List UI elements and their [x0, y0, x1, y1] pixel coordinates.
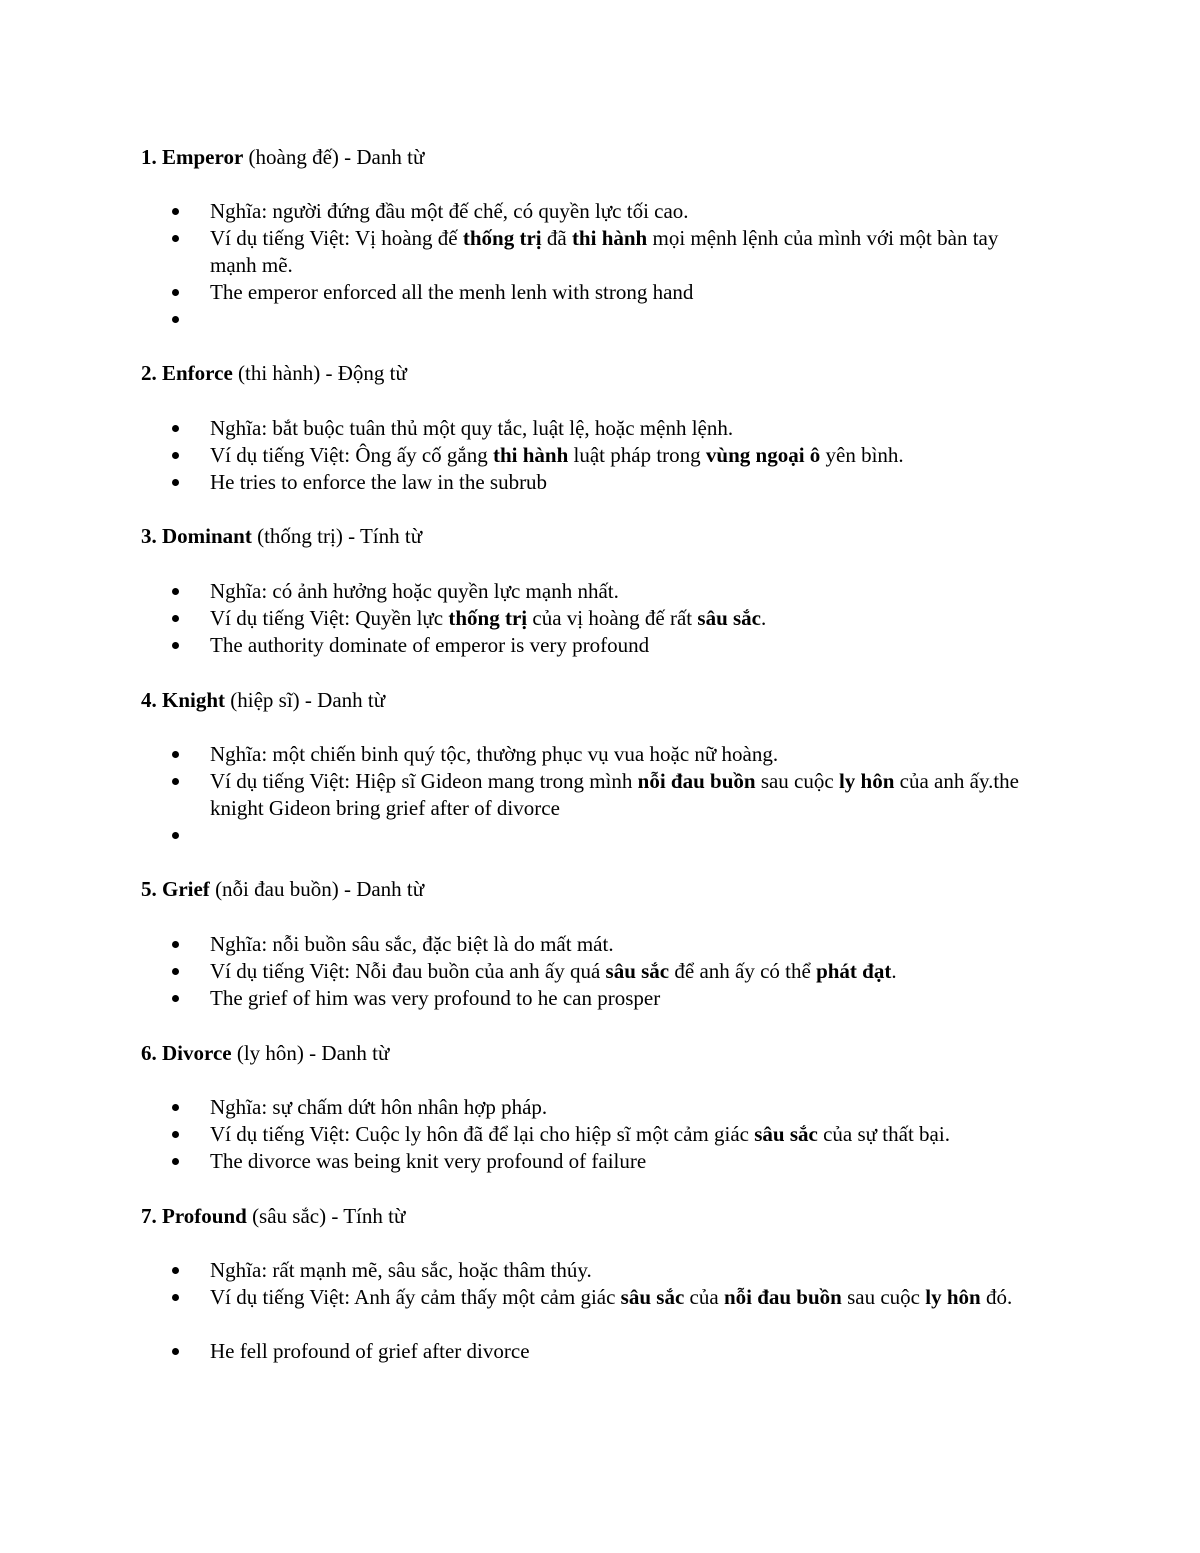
text-run: Ví dụ tiếng Việt: Cuộc ly hôn đã để lại cho hiệp sĩ một cảm giác: [210, 1122, 755, 1146]
bullet-icon: [172, 208, 179, 215]
text-run: của vị hoàng đế rất: [527, 606, 698, 630]
bullet-icon: [172, 425, 179, 432]
entry-number: 6.: [141, 1041, 157, 1065]
bullet-icon: [172, 751, 179, 758]
bold-run: ly hôn: [838, 769, 895, 793]
bold-run: nỗi đau buồn: [723, 1285, 842, 1309]
entry-term: Divorce: [162, 1041, 232, 1065]
bold-run: nỗi đau buồn: [637, 769, 756, 793]
text-run: của anh ấy.the knight Gideon bring grief after of divorce: [210, 769, 1019, 820]
bullet-icon: [172, 289, 179, 296]
list-item-text: [210, 605, 1040, 632]
text-run: của sự thất bại.: [817, 1122, 950, 1146]
text-run: Ví dụ tiếng Việt: Anh ấy cảm thấy một cảm giác: [210, 1285, 621, 1309]
text-run: sau cuộc: [755, 769, 839, 793]
entry-meta: (ly hôn) - Danh từ: [231, 1041, 390, 1065]
list-item-text: [210, 279, 1040, 306]
entry-meta: (hiệp sĩ) - Danh từ: [225, 688, 386, 712]
text-run: The emperor enforced all the menh lenh with strong hand: [210, 280, 694, 304]
bold-run: vùng ngoại ô: [705, 443, 821, 467]
entry-number: 5.: [141, 877, 157, 901]
list-item-text: [210, 632, 1040, 659]
text-run: Nghĩa: một chiến binh quý tộc, thường phục vụ vua hoặc nữ hoàng.: [210, 742, 779, 766]
bullet-icon: [172, 968, 179, 975]
entry-heading: [141, 1203, 405, 1229]
list-item-text: [210, 768, 1040, 822]
entry-meta: (nỗi đau buồn) - Danh từ: [209, 877, 425, 901]
list-item-text: [210, 442, 1040, 469]
bullet-icon: [172, 452, 179, 459]
list-item-text: [210, 1284, 1040, 1311]
bullet-icon: [172, 1267, 179, 1274]
bold-run: phát đạt: [816, 959, 892, 983]
text-run: Ví dụ tiếng Việt: Nỗi đau buồn của anh ấy quá: [210, 959, 606, 983]
bullet-icon: [172, 588, 179, 595]
bullet-icon: [172, 235, 179, 242]
text-run: Ví dụ tiếng Việt: Hiệp sĩ Gideon mang trong mình: [210, 769, 638, 793]
list-item-text: [210, 958, 1040, 985]
text-run: Nghĩa: nỗi buồn sâu sắc, đặc biệt là do mất mát.: [210, 932, 614, 956]
list-item-text: [210, 469, 1040, 496]
entry-term: Knight: [162, 688, 226, 712]
entry-number: 2.: [141, 361, 157, 385]
list-item-text: [210, 1121, 1040, 1148]
entry-heading: [141, 144, 424, 170]
text-run: .: [891, 959, 897, 983]
entry-term: Enforce: [162, 361, 233, 385]
bullet-icon: [172, 1104, 179, 1111]
bullet-icon: [172, 642, 179, 649]
text-run: Nghĩa: sự chấm dứt hôn nhân hợp pháp.: [210, 1095, 548, 1119]
bold-run: thống trị: [448, 606, 528, 630]
entry-heading: [141, 523, 422, 549]
bold-run: ly hôn: [925, 1285, 981, 1309]
bullet-icon: [172, 941, 179, 948]
bullet-icon: [172, 1158, 179, 1165]
list-item-text: [210, 1257, 1040, 1284]
text-run: của: [684, 1285, 724, 1309]
entry-term: Dominant: [162, 524, 252, 548]
list-item-text: [210, 198, 1040, 225]
entry-meta: (thống trị) - Tính từ: [251, 524, 423, 548]
bullet-icon: [172, 995, 179, 1002]
list-item-text: [210, 578, 1040, 605]
bullet-icon: [172, 832, 179, 839]
text-run: .: [761, 606, 767, 630]
entry-meta: (sâu sắc) - Tính từ: [246, 1204, 406, 1228]
bullet-icon: [172, 778, 179, 785]
text-run: yên bình.: [820, 443, 904, 467]
entry-term: Profound: [162, 1204, 247, 1228]
bullet-icon: [172, 316, 179, 323]
list-item-text: [210, 1148, 1040, 1175]
entry-term: Emperor: [162, 145, 244, 169]
entry-number: 7.: [141, 1204, 157, 1228]
bullet-icon: [172, 1348, 179, 1355]
entry-heading: [141, 876, 424, 902]
text-run: The grief of him was very profound to he can prosper: [210, 986, 661, 1010]
text-run: He tries to enforce the law in the subrub: [210, 470, 548, 494]
list-item-text: [210, 415, 1040, 442]
bold-run: sâu sắc: [620, 1285, 685, 1309]
entry-term: Grief: [162, 877, 210, 901]
list-item-text: [210, 1094, 1040, 1121]
text-run: Ví dụ tiếng Việt: Ông ấy cố gắng: [210, 443, 493, 467]
bold-run: sâu sắc: [605, 959, 670, 983]
bold-run: sâu sắc: [697, 606, 762, 630]
text-run: Nghĩa: người đứng đầu một đế chế, có quyền lực tối cao.: [210, 199, 689, 223]
bold-run: sâu sắc: [754, 1122, 818, 1146]
list-item-text: [210, 985, 1040, 1012]
bold-run: thi hành: [571, 226, 648, 250]
entry-number: 3.: [141, 524, 157, 548]
entry-heading: [141, 1040, 389, 1066]
list-item-text: [210, 931, 1040, 958]
bullet-icon: [172, 1294, 179, 1301]
text-run: đã: [541, 226, 572, 250]
entry-number: 4.: [141, 688, 157, 712]
text-run: Nghĩa: rất mạnh mẽ, sâu sắc, hoặc thâm thúy.: [210, 1258, 592, 1282]
text-run: The divorce was being knit very profound of failure: [210, 1149, 647, 1173]
text-run: Ví dụ tiếng Việt: Vị hoàng đế: [210, 226, 463, 250]
text-run: Ví dụ tiếng Việt: Quyền lực: [210, 606, 449, 630]
text-run: He fell profound of grief after divorce: [210, 1339, 530, 1363]
entry-heading: [141, 360, 407, 386]
bullet-icon: [172, 1131, 179, 1138]
list-item-text: [210, 1338, 1040, 1365]
text-run: luật pháp trong: [568, 443, 706, 467]
entry-meta: (hoàng đế) - Danh từ: [243, 145, 425, 169]
text-run: The authority dominate of emperor is very profound: [210, 633, 650, 657]
entry-meta: (thi hành) - Động từ: [232, 361, 407, 385]
list-item-text: [210, 741, 1040, 768]
bold-run: thi hành: [492, 443, 569, 467]
text-run: mọi mệnh lệnh của mình với một bàn tay mạnh mẽ.: [210, 226, 999, 277]
text-run: để anh ấy có thể: [669, 959, 817, 983]
text-run: Nghĩa: bắt buộc tuân thủ một quy tắc, luật lệ, hoặc mệnh lệnh.: [210, 416, 734, 440]
bold-run: thống trị: [462, 226, 542, 250]
list-item-text: [210, 225, 1040, 279]
text-run: đó.: [980, 1285, 1013, 1309]
entry-heading: [141, 687, 385, 713]
text-run: sau cuộc: [841, 1285, 926, 1309]
bullet-icon: [172, 615, 179, 622]
text-run: Nghĩa: có ảnh hưởng hoặc quyền lực mạnh nhất.: [210, 579, 619, 603]
entry-number: 1.: [141, 145, 157, 169]
bullet-icon: [172, 479, 179, 486]
